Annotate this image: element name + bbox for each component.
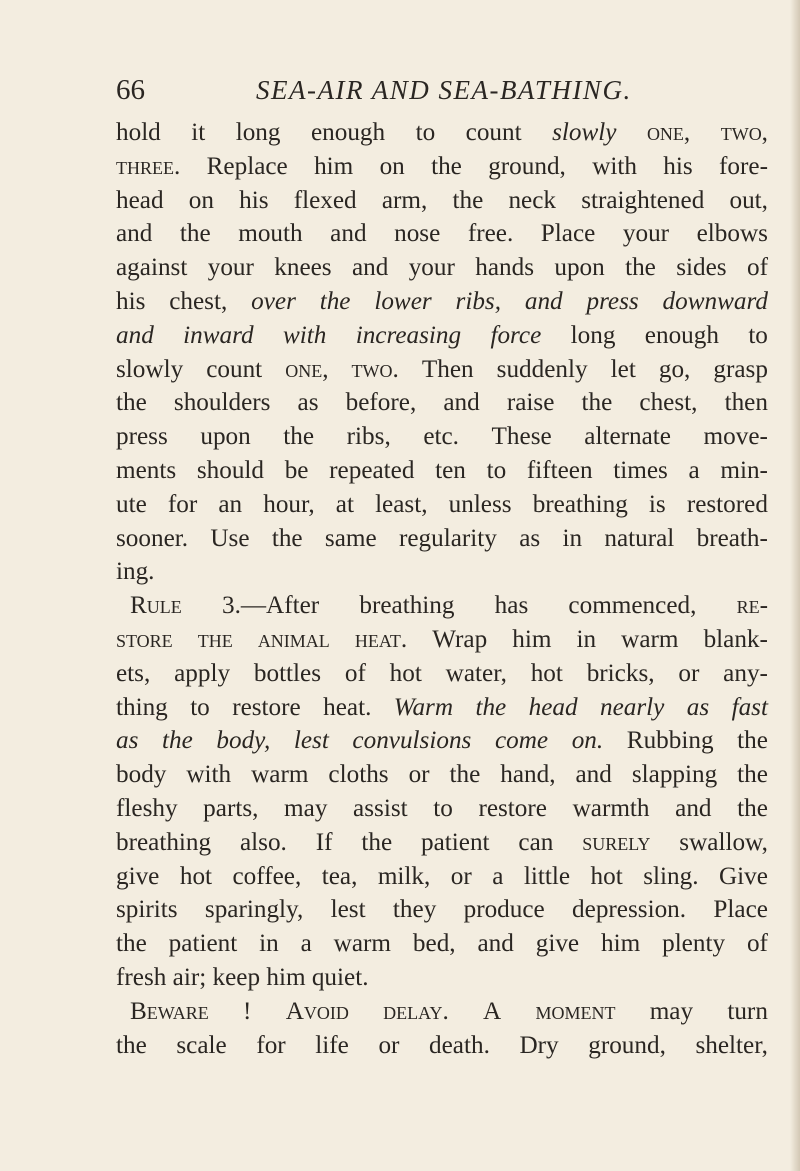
text-line — [116, 758, 768, 792]
text-word: delay. — [383, 997, 449, 1025]
text-word: heat. — [323, 693, 372, 721]
text-word: slapping — [631, 761, 718, 789]
text-word: with — [282, 321, 327, 349]
text-word: or — [450, 862, 472, 890]
text-word: Place — [540, 220, 596, 248]
text-word: patient — [168, 930, 238, 958]
text-word: can — [518, 828, 554, 856]
text-word: turn — [727, 997, 768, 1025]
text-word: then — [724, 389, 768, 417]
text-word: raise — [506, 389, 555, 417]
text-word: over — [251, 287, 296, 315]
text-word: with — [592, 152, 637, 180]
text-word: store — [116, 625, 173, 653]
text-word: long — [570, 321, 616, 349]
text-word: Beware — [130, 997, 209, 1025]
text-word: press — [586, 287, 639, 315]
text-word: head — [528, 693, 578, 721]
running-header — [116, 72, 766, 108]
text-word: him — [314, 152, 354, 180]
text-word: for — [256, 1031, 286, 1059]
text-word: Wrap — [432, 625, 488, 653]
text-word: apply — [174, 659, 231, 687]
text-word: lest — [330, 896, 366, 924]
text-word: his — [239, 186, 269, 214]
text-word: regularity — [398, 524, 497, 552]
text-word: increasing — [355, 321, 462, 349]
text-word: breathing — [116, 828, 212, 856]
text-word: Place — [713, 896, 768, 924]
text-line — [116, 927, 768, 961]
text-word: A — [483, 997, 502, 1025]
text-word: should — [196, 456, 265, 484]
text-word: Avoid — [285, 997, 349, 1025]
text-line — [116, 589, 768, 623]
text-word: sides — [676, 254, 727, 282]
text-word: of — [746, 254, 768, 282]
text-word: coffee, — [232, 862, 302, 890]
text-word: Give — [718, 862, 768, 890]
text-word: count — [465, 119, 522, 146]
text-word: nearly — [600, 693, 665, 721]
text-word: may — [284, 794, 328, 822]
text-word: hot — [389, 659, 422, 687]
text-word: a — [688, 456, 700, 484]
text-line — [116, 522, 768, 556]
text-line — [116, 657, 768, 691]
text-word: him — [512, 625, 552, 653]
text-word: the — [361, 828, 393, 856]
text-line — [116, 353, 768, 387]
running-title: SEA-AIR AND SEA-BATHING. — [256, 75, 632, 105]
text-line — [116, 285, 768, 319]
text-word: on. — [571, 727, 604, 755]
text-word: the — [116, 930, 147, 958]
text-word: give — [116, 862, 160, 890]
text-line — [116, 724, 768, 758]
text-line — [116, 691, 768, 725]
text-word: grasp — [713, 355, 768, 383]
text-word: the — [116, 389, 147, 417]
text-word: to — [190, 693, 210, 721]
text-word: a — [300, 930, 312, 958]
text-word: chest, — [639, 389, 698, 417]
text-word: Rule — [130, 592, 182, 620]
text-word: one, — [285, 355, 329, 383]
text-word: restore — [478, 794, 547, 822]
text-word: knees — [274, 254, 332, 282]
text-word: of — [746, 930, 768, 958]
text-word: sparingly, — [204, 896, 304, 924]
text-line — [116, 386, 768, 420]
text-word: least, — [375, 490, 428, 518]
page-number: 66 — [116, 74, 145, 106]
text-word: three. — [116, 152, 181, 180]
text-word: against — [116, 254, 188, 282]
text-line — [116, 217, 768, 251]
text-word: the — [271, 524, 303, 552]
text-word: head — [116, 186, 164, 214]
text-word: breath- — [696, 524, 768, 552]
text-word: and — [330, 220, 367, 248]
text-word: chest, — [169, 287, 228, 315]
text-word: may — [649, 997, 694, 1025]
text-word: assist — [353, 794, 408, 822]
text-word: downward — [662, 287, 768, 315]
text-word: and — [116, 321, 154, 349]
text-word: depression. — [572, 896, 687, 924]
text-word: straightened — [581, 186, 705, 214]
text-word: the — [581, 389, 613, 417]
text-word: the — [431, 152, 462, 180]
text-word: produce — [463, 896, 545, 924]
text-word: of — [344, 659, 366, 687]
text-word: fast — [731, 693, 768, 721]
text-word: to — [486, 456, 507, 484]
text-line — [116, 860, 768, 894]
text-word: surely — [582, 828, 651, 856]
text-word: lower — [374, 287, 432, 315]
text-word: re- — [736, 592, 768, 620]
text-word: to — [748, 321, 768, 349]
text-word: etc. — [423, 423, 459, 451]
text-word: commenced, — [568, 592, 697, 620]
text-word: arm, — [381, 186, 428, 214]
body-text — [116, 116, 768, 1062]
text-word: and — [443, 389, 480, 417]
text-word: any- — [723, 659, 768, 687]
text-word: or — [378, 1031, 400, 1059]
text-word: body — [116, 761, 167, 789]
text-line — [116, 116, 768, 150]
text-word: in — [576, 625, 597, 653]
text-word: an — [218, 490, 243, 518]
text-word: ! — [243, 997, 252, 1025]
text-word: for — [167, 490, 198, 518]
text-word: your — [207, 254, 254, 282]
text-line — [116, 995, 768, 1029]
text-word: at — [335, 490, 354, 518]
text-word: ets, — [116, 659, 151, 687]
text-word: nose — [394, 220, 441, 248]
text-word: Replace — [206, 152, 288, 180]
text-word: Use — [210, 524, 250, 552]
text-word: ribs, — [455, 287, 502, 315]
text-word: the — [475, 693, 507, 721]
text-word: has — [494, 592, 529, 620]
text-word: parts, — [203, 794, 259, 822]
text-word: free. — [467, 220, 514, 248]
text-word: the — [449, 761, 481, 789]
text-word: —After — [240, 592, 320, 620]
text-line — [116, 184, 768, 218]
text-line — [116, 251, 768, 285]
text-word: blank- — [703, 625, 768, 653]
text-run: fresh air; keep him quiet. — [116, 963, 369, 991]
text-word: as — [686, 693, 710, 721]
text-word: the — [737, 761, 768, 789]
text-word: slowly — [116, 355, 184, 383]
text-line — [116, 150, 768, 184]
text-word: warm — [621, 625, 679, 653]
text-word: water, — [445, 659, 507, 687]
text-word: to — [433, 794, 453, 822]
text-word: restored — [686, 490, 768, 518]
text-line — [116, 420, 768, 454]
text-word: ten — [435, 456, 466, 484]
text-word: patient — [421, 828, 490, 856]
text-word: warm — [251, 761, 309, 789]
text-word: the — [116, 1031, 147, 1059]
text-word: come — [494, 727, 549, 755]
text-word: long — [235, 119, 281, 146]
text-run: ing. — [116, 558, 155, 586]
text-word — [222, 589, 319, 623]
text-word: slowly — [552, 119, 617, 146]
text-word: milk, — [377, 862, 431, 890]
text-word: and — [524, 287, 563, 315]
text-word: a — [492, 862, 504, 890]
text-word: press — [116, 423, 168, 451]
text-word: Dry — [519, 1031, 559, 1059]
text-word: cloths — [328, 761, 389, 789]
text-word: fore- — [719, 152, 768, 180]
text-word: breathing — [532, 490, 628, 518]
text-word: ground, — [488, 152, 566, 180]
text-word: and — [675, 794, 712, 822]
text-word: it — [191, 119, 206, 146]
text-word: tea, — [321, 862, 358, 890]
text-word: give — [535, 930, 580, 958]
text-word: or — [408, 761, 430, 789]
text-line — [116, 893, 768, 927]
text-word: before, — [345, 389, 417, 417]
text-line — [116, 555, 768, 589]
text-line — [116, 623, 768, 657]
text-word: hands — [475, 254, 534, 282]
text-word: with — [186, 761, 232, 789]
text-word: on — [188, 186, 214, 214]
text-word: in — [562, 524, 583, 552]
text-word: restore — [232, 693, 301, 721]
text-word: Then — [421, 355, 474, 383]
page-edge-shadow — [790, 0, 800, 1171]
text-word: heat. — [354, 625, 408, 653]
text-word: moment — [535, 997, 616, 1025]
text-word: and — [351, 254, 389, 282]
text-word: fifteen — [526, 456, 593, 484]
text-word: the — [197, 625, 233, 653]
text-word: in — [259, 930, 279, 958]
text-word: inward — [183, 321, 254, 349]
text-word: is — [648, 490, 666, 518]
text-word: animal — [257, 625, 330, 653]
text-word: hold — [116, 119, 161, 146]
text-word: warmth — [572, 794, 650, 822]
text-word: If — [315, 828, 333, 856]
text-word: bricks, — [586, 659, 655, 687]
text-word: scale — [176, 1031, 227, 1059]
text-word: two, — [720, 119, 768, 146]
text-word: two. — [351, 355, 399, 383]
text-line — [116, 961, 768, 995]
text-word: alternate — [584, 423, 671, 451]
text-word: the — [452, 186, 484, 214]
text-word: ribs, — [346, 423, 391, 451]
text-word: the — [179, 220, 211, 248]
text-word: 3. — [221, 592, 241, 620]
text-word: hot — [179, 862, 213, 890]
text-word: as — [116, 727, 139, 755]
text-word: to — [415, 119, 436, 146]
text-word: the — [319, 287, 351, 315]
text-word: your — [622, 220, 670, 248]
text-word: mouth — [238, 220, 303, 248]
text-word: him — [601, 930, 641, 958]
text-word: fleshy — [116, 794, 178, 822]
text-word: little — [523, 862, 571, 890]
text-word: the — [625, 254, 656, 282]
text-word: the — [737, 794, 768, 822]
text-word: life — [315, 1031, 349, 1059]
text-word: ute — [116, 490, 147, 518]
text-word: hand, — [500, 761, 556, 789]
text-word: lest — [293, 727, 329, 755]
text-word: times — [613, 456, 668, 484]
text-word: sooner. — [116, 524, 189, 552]
text-word: repeated — [329, 456, 415, 484]
text-word: move- — [703, 423, 768, 451]
text-word: hour, — [263, 490, 315, 518]
text-line — [116, 1029, 768, 1063]
text-word: unless — [448, 490, 512, 518]
text-word: swallow, — [679, 828, 768, 856]
text-word: spirits — [116, 896, 178, 924]
text-word: go, — [658, 355, 691, 383]
text-word: ground, — [588, 1031, 666, 1059]
text-line — [116, 792, 768, 826]
text-word: and — [116, 220, 153, 248]
text-word: be — [284, 456, 309, 484]
text-line — [116, 454, 768, 488]
text-word: enough — [644, 321, 719, 349]
text-word: and — [477, 930, 514, 958]
text-word: count — [206, 355, 263, 383]
text-word: one, — [646, 119, 691, 146]
text-word: or — [678, 659, 700, 687]
text-line — [116, 319, 768, 353]
text-word: death. — [429, 1031, 490, 1059]
text-line — [116, 488, 768, 522]
text-word: These — [491, 423, 552, 451]
text-word: ments — [116, 456, 177, 484]
text-word: sling. — [643, 862, 699, 890]
text-word: breathing — [359, 592, 455, 620]
text-word: Rubbing — [626, 727, 714, 755]
text-word: out, — [729, 186, 768, 214]
text-word: convulsions — [352, 727, 472, 755]
text-word: hot — [590, 862, 623, 890]
text-word: upon — [554, 254, 605, 282]
text-word: enough — [310, 119, 386, 146]
text-word: suddenly — [496, 355, 588, 383]
text-word: plenty — [662, 930, 726, 958]
text-word: body, — [216, 727, 271, 755]
text-word: bottles — [253, 659, 322, 687]
text-word: same — [324, 524, 377, 552]
text-word: thing — [116, 693, 168, 721]
text-word: force — [490, 321, 542, 349]
text-word: hot — [530, 659, 563, 687]
text-word: flexed — [293, 186, 357, 214]
text-word: let — [610, 355, 636, 383]
text-word: and — [575, 761, 612, 789]
text-word: shelter, — [695, 1031, 768, 1059]
text-word: also. — [239, 828, 287, 856]
text-word: the — [162, 727, 193, 755]
text-word: min- — [720, 456, 768, 484]
text-word: natural — [604, 524, 675, 552]
text-word: the — [737, 727, 768, 755]
text-word: his — [116, 287, 146, 315]
text-word: the — [283, 423, 315, 451]
text-word: shoulders — [173, 389, 271, 417]
text-word: your — [408, 254, 455, 282]
text-word: warm — [333, 930, 392, 958]
text-word: neck — [508, 186, 556, 214]
text-word: Warm — [393, 693, 454, 721]
text-word: on — [379, 152, 405, 180]
text-word: his — [663, 152, 693, 180]
text-word: as — [519, 524, 541, 552]
text-word: upon — [200, 423, 251, 451]
text-line — [116, 826, 768, 860]
text-word: as — [297, 389, 319, 417]
text-word: they — [392, 896, 437, 924]
text-word: bed, — [412, 930, 456, 958]
text-word: elbows — [696, 220, 768, 248]
